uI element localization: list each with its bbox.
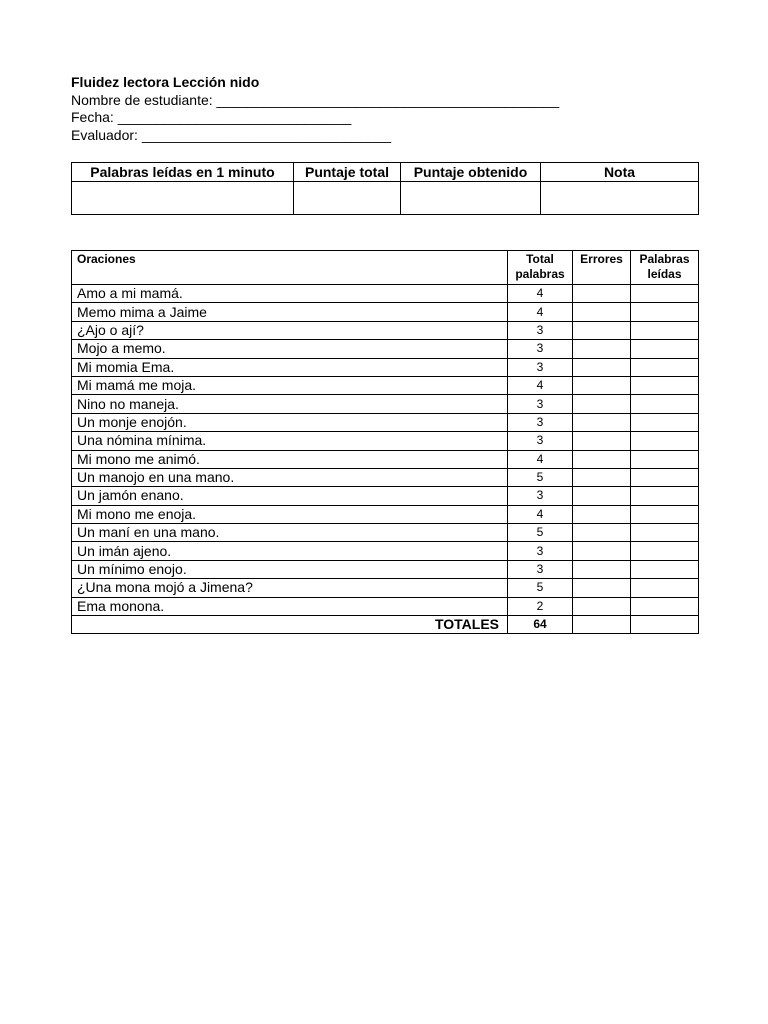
header-obtained-score: Puntaje obtenido [401,163,541,182]
header-total-words: Total palabras [508,251,573,285]
errors-cell [573,285,631,303]
table-row [72,395,699,413]
sentence-cell: Un manojo en una mano. [72,468,508,486]
sentence-cell: Mi mono me animó. [72,450,508,468]
score-table [71,162,699,215]
sentence-cell: Una nómina mínima. [72,432,508,450]
words-read-cell [631,542,699,560]
words-read-cell [631,597,699,615]
table-row [72,450,699,468]
header-total-score: Puntaje total [294,163,401,182]
words-read-cell [631,358,699,376]
header-words-read: Palabras leídas [631,251,699,285]
document-header [71,74,691,144]
sentence-cell: Un jamón enano. [72,487,508,505]
grade-cell [541,182,699,215]
errors-cell [573,303,631,321]
table-row [72,432,699,450]
words-read-cell [631,285,699,303]
table-row [72,579,699,597]
errors-cell [573,321,631,339]
word-count-cell: 4 [508,505,573,523]
sentence-cell: Mojo a memo. [72,340,508,358]
table-row [72,340,699,358]
words-read-cell [631,303,699,321]
words-read-cell [631,524,699,542]
sentences-header-row [72,251,699,285]
errors-cell [573,432,631,450]
sentence-cell: Mi momia Ema. [72,358,508,376]
sentence-cell: Amo a mi mamá. [72,285,508,303]
table-row [72,505,699,523]
words-read-cell [631,340,699,358]
errors-cell [573,468,631,486]
errors-cell [573,450,631,468]
header-errors: Errores [573,251,631,285]
document-title: Fluidez lectora Lección nido [71,74,260,90]
sentence-cell: Un maní en una mano. [72,524,508,542]
word-count-cell: 3 [508,395,573,413]
table-row [72,524,699,542]
student-name-line: Nombre de estudiante: ____________________________________________ [71,91,560,108]
word-count-cell: 3 [508,432,573,450]
word-count-cell: 4 [508,285,573,303]
sentence-cell: Mi mono me enoja. [72,505,508,523]
score-table-header-row [72,163,699,182]
sentence-cell: Mi mamá me moja. [72,376,508,394]
header-sentences: Oraciones [72,251,508,285]
header-words-read-per-minute: Palabras leídas en 1 minuto [72,163,294,182]
word-count-cell: 3 [508,542,573,560]
words-read-cell [631,413,699,431]
word-count-cell: 2 [508,597,573,615]
total-score-cell [294,182,401,215]
word-count-cell: 5 [508,579,573,597]
date-line: Fecha: ______________________________ [71,109,352,125]
errors-cell [573,340,631,358]
errors-cell [573,358,631,376]
errors-cell [573,413,631,431]
sentences-table [71,250,699,634]
sentence-cell: Un imán ajeno. [72,542,508,560]
errors-cell [573,487,631,505]
table-row [72,560,699,578]
totals-value: 64 [508,616,573,634]
table-row [72,542,699,560]
word-count-cell: 3 [508,413,573,431]
table-row [72,358,699,376]
words-read-cell [631,505,699,523]
word-count-cell: 3 [508,560,573,578]
table-row [72,413,699,431]
errors-cell [573,560,631,578]
sentence-cell: Nino no maneja. [72,395,508,413]
sentence-cell: ¿Una mona mojó a Jimena? [72,579,508,597]
errors-cell [573,597,631,615]
sentence-cell: Memo mima a Jaime [72,303,508,321]
header-grade: Nota [541,163,699,182]
table-row [72,303,699,321]
word-count-cell: 4 [508,303,573,321]
errors-cell [573,542,631,560]
words-read-cell [631,432,699,450]
words-read-cell [631,450,699,468]
table-row [72,597,699,615]
word-count-cell: 4 [508,450,573,468]
word-count-cell: 5 [508,524,573,542]
errors-cell [573,524,631,542]
word-count-cell: 3 [508,487,573,505]
table-row [72,376,699,394]
evaluator-line: Evaluador: ________________________________ [71,126,391,143]
totals-errors-cell [573,616,631,634]
words-read-cell [631,487,699,505]
totals-words-read-cell [631,616,699,634]
words-read-cell [631,376,699,394]
words-read-cell [631,468,699,486]
table-row [72,487,699,505]
word-count-cell: 4 [508,376,573,394]
score-table-entry-row [72,182,699,215]
words-read-cell [72,182,294,215]
table-row [72,468,699,486]
words-read-cell [631,560,699,578]
sentence-cell: Ema monona. [72,597,508,615]
words-read-cell [631,321,699,339]
sentence-cell: Un monje enojón. [72,413,508,431]
totals-label: TOTALES [72,616,508,634]
obtained-score-cell [401,182,541,215]
sentence-cell: Un mínimo enojo. [72,560,508,578]
words-read-cell [631,579,699,597]
table-row [72,285,699,303]
errors-cell [573,579,631,597]
errors-cell [573,505,631,523]
errors-cell [573,376,631,394]
words-read-cell [631,395,699,413]
totals-row [72,616,699,634]
table-row [72,321,699,339]
word-count-cell: 3 [508,358,573,376]
errors-cell [573,395,631,413]
word-count-cell: 5 [508,468,573,486]
sentence-cell: ¿Ajo o ají? [72,321,508,339]
word-count-cell: 3 [508,340,573,358]
word-count-cell: 3 [508,321,573,339]
